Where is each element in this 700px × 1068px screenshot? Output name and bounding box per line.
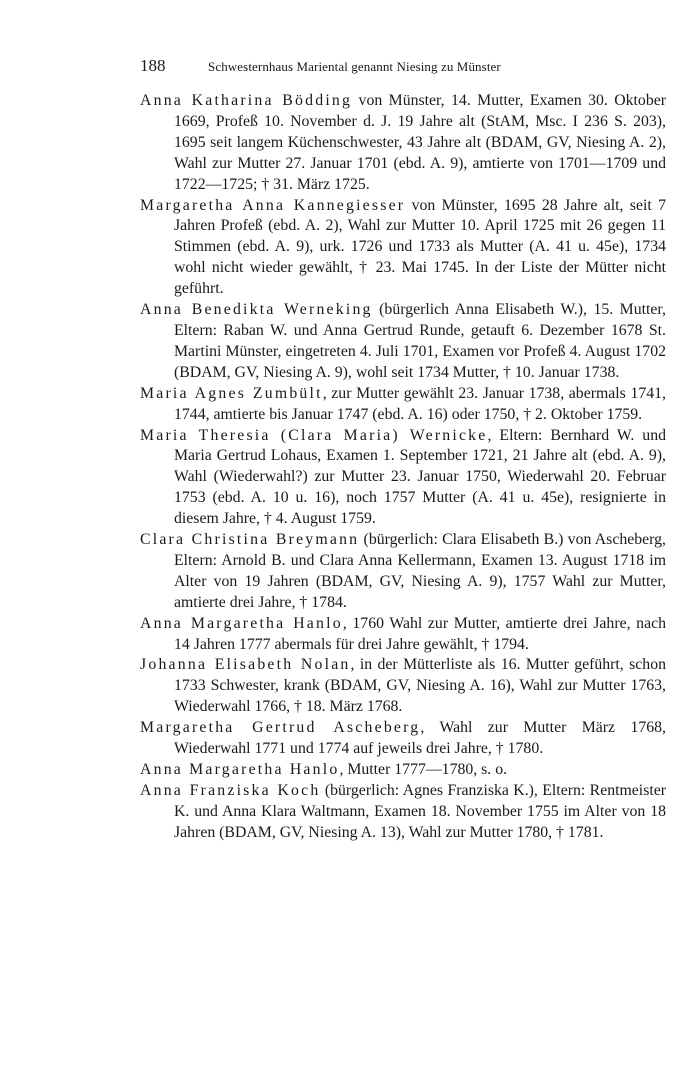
entry-name: Maria Agnes Zumbült <box>140 384 323 402</box>
entry <box>140 91 666 196</box>
entry <box>140 196 666 301</box>
running-title: Schwesternhaus Mariental genannt Niesing zu Münster <box>208 59 501 74</box>
entry-text: , in der Mütterliste als 16. Mutter geführt, schon 1733 Schwester, krank (BDAM, GV, Niesing A. 16), Wahl zur Mutter 1763, Wiederwahl 1766, † 18. März 1768. <box>174 656 666 716</box>
entry-name: Anna Katharina Bödding <box>140 92 353 109</box>
page-number: 188 <box>140 56 166 75</box>
entry-name: Anna Margaretha Hanlo <box>140 761 340 778</box>
entry <box>140 614 666 656</box>
running-head <box>140 56 566 78</box>
entry <box>140 760 666 781</box>
entry-name: Anna Margaretha Hanlo <box>140 614 343 632</box>
entry-name: Johanna Elisabeth Nolan <box>140 656 351 674</box>
entry-list <box>140 91 666 844</box>
entry-text: , Wahl zur Mutter März 1768, Wiederwahl 1771 und 1774 auf jeweils drei Jahre, † 1780. <box>174 719 666 758</box>
entry <box>140 781 666 844</box>
entry-name: Anna Franziska Koch <box>140 781 321 799</box>
entry <box>140 530 666 614</box>
entry-name: Margaretha Anna Kannegiesser <box>140 196 406 214</box>
entry-text: (bürgerlich: Agnes Franziska K.), Eltern: Rentmeister K. und Anna Klara Waltmann, Examen 18. November 1755 im Alter von 18 Jahren (BDAM, GV, Niesing A. 13), Wahl zur Mutter 1780, † 1781. <box>174 781 666 841</box>
entry-name: Clara Christina Breymann <box>140 531 360 549</box>
entry <box>140 718 666 760</box>
entry-name: Margaretha Gertrud Ascheberg <box>140 719 421 737</box>
entry-name: Maria Theresia (Clara Maria) Wernicke <box>140 426 488 444</box>
entry-text: , zur Mutter gewählt 23. Januar 1738, abermals 1741, 1744, amtierte bis Januar 1747 (ebd. A. 16) oder 1750, † 2. Oktober 1759. <box>174 384 666 423</box>
entry-text: (bürgerlich: Clara Elisabeth B.) von Ascheberg, Eltern: Arnold B. und Clara Anna Kellermann, Examen 13. August 1718 im Alter von 19 Jahren (BDAM, GV, Niesing A. 9), 1757 Wahl zur Mutter, amtierte drei Jahre, † 1784. <box>174 531 666 611</box>
entry <box>140 384 666 426</box>
entry-name: Anna Benedikta Werneking <box>140 301 373 319</box>
entry-text: , Mutter 1777—1780, s. o. <box>339 761 508 778</box>
entry-text: von Münster, 14. Mutter, Examen 30. Oktober 1669, Profeß 10. November d. J. 19 Jahre alt (StAM, Msc. I 236 S. 203), 1695 seit langem Küchenschwester, 43 Jahre alt (BDAM, GV, Niesing A. 2), Wahl zur Mutter 27. Januar 1701 (ebd. A. 9), amtierte von 1701—1709 und 1722—1725; † 31. März 1725. <box>174 92 666 193</box>
entry-text: , 1760 Wahl zur Mutter, amtierte drei Jahre, nach 14 Jahren 1777 abermals für drei Jahre gewählt, † 1794. <box>174 614 666 653</box>
entry-text: , Eltern: Bernhard W. und Maria Gertrud Lohaus, Examen 1. September 1721, 21 Jahre alt (ebd. A. 9), Wahl (Wiederwahl?) zur Mutter 23. Januar 1750, Wiederwahl 20. Februar 1753 (ebd. A. 10 u. 16), noch 1757 Mutter (A. 41 u. 45e), resignierte in diesem Jahre, † 4. August 1759. <box>174 426 666 528</box>
entry-text: (bürgerlich Anna Elisabeth W.), 15. Mutter, Eltern: Raban W. und Anna Gertrud Runde, getauft 6. Dezember 1678 St. Martini Münster, eingetreten 4. Juli 1701, Examen vor Profeß 4. August 1702 (BDAM, GV, Niesing A. 9), wohl seit 1734 Mutter, † 10. Januar 1738. <box>174 301 666 381</box>
entry <box>140 426 666 531</box>
entry-text: von Münster, 1695 28 Jahre alt, seit 7 Jahren Profeß (ebd. A. 2), Wahl zur Mutter 10. April 1725 mit 26 gegen 11 Stimmen (ebd. A. 9), urk. 1726 und 1733 als Mutter (A. 41 u. 45e), 1734 wohl nicht wieder gewählt, † 23. Mai 1745. In der Liste der Mütter nicht geführt. <box>174 196 666 298</box>
entry <box>140 300 666 384</box>
entry <box>140 655 666 718</box>
